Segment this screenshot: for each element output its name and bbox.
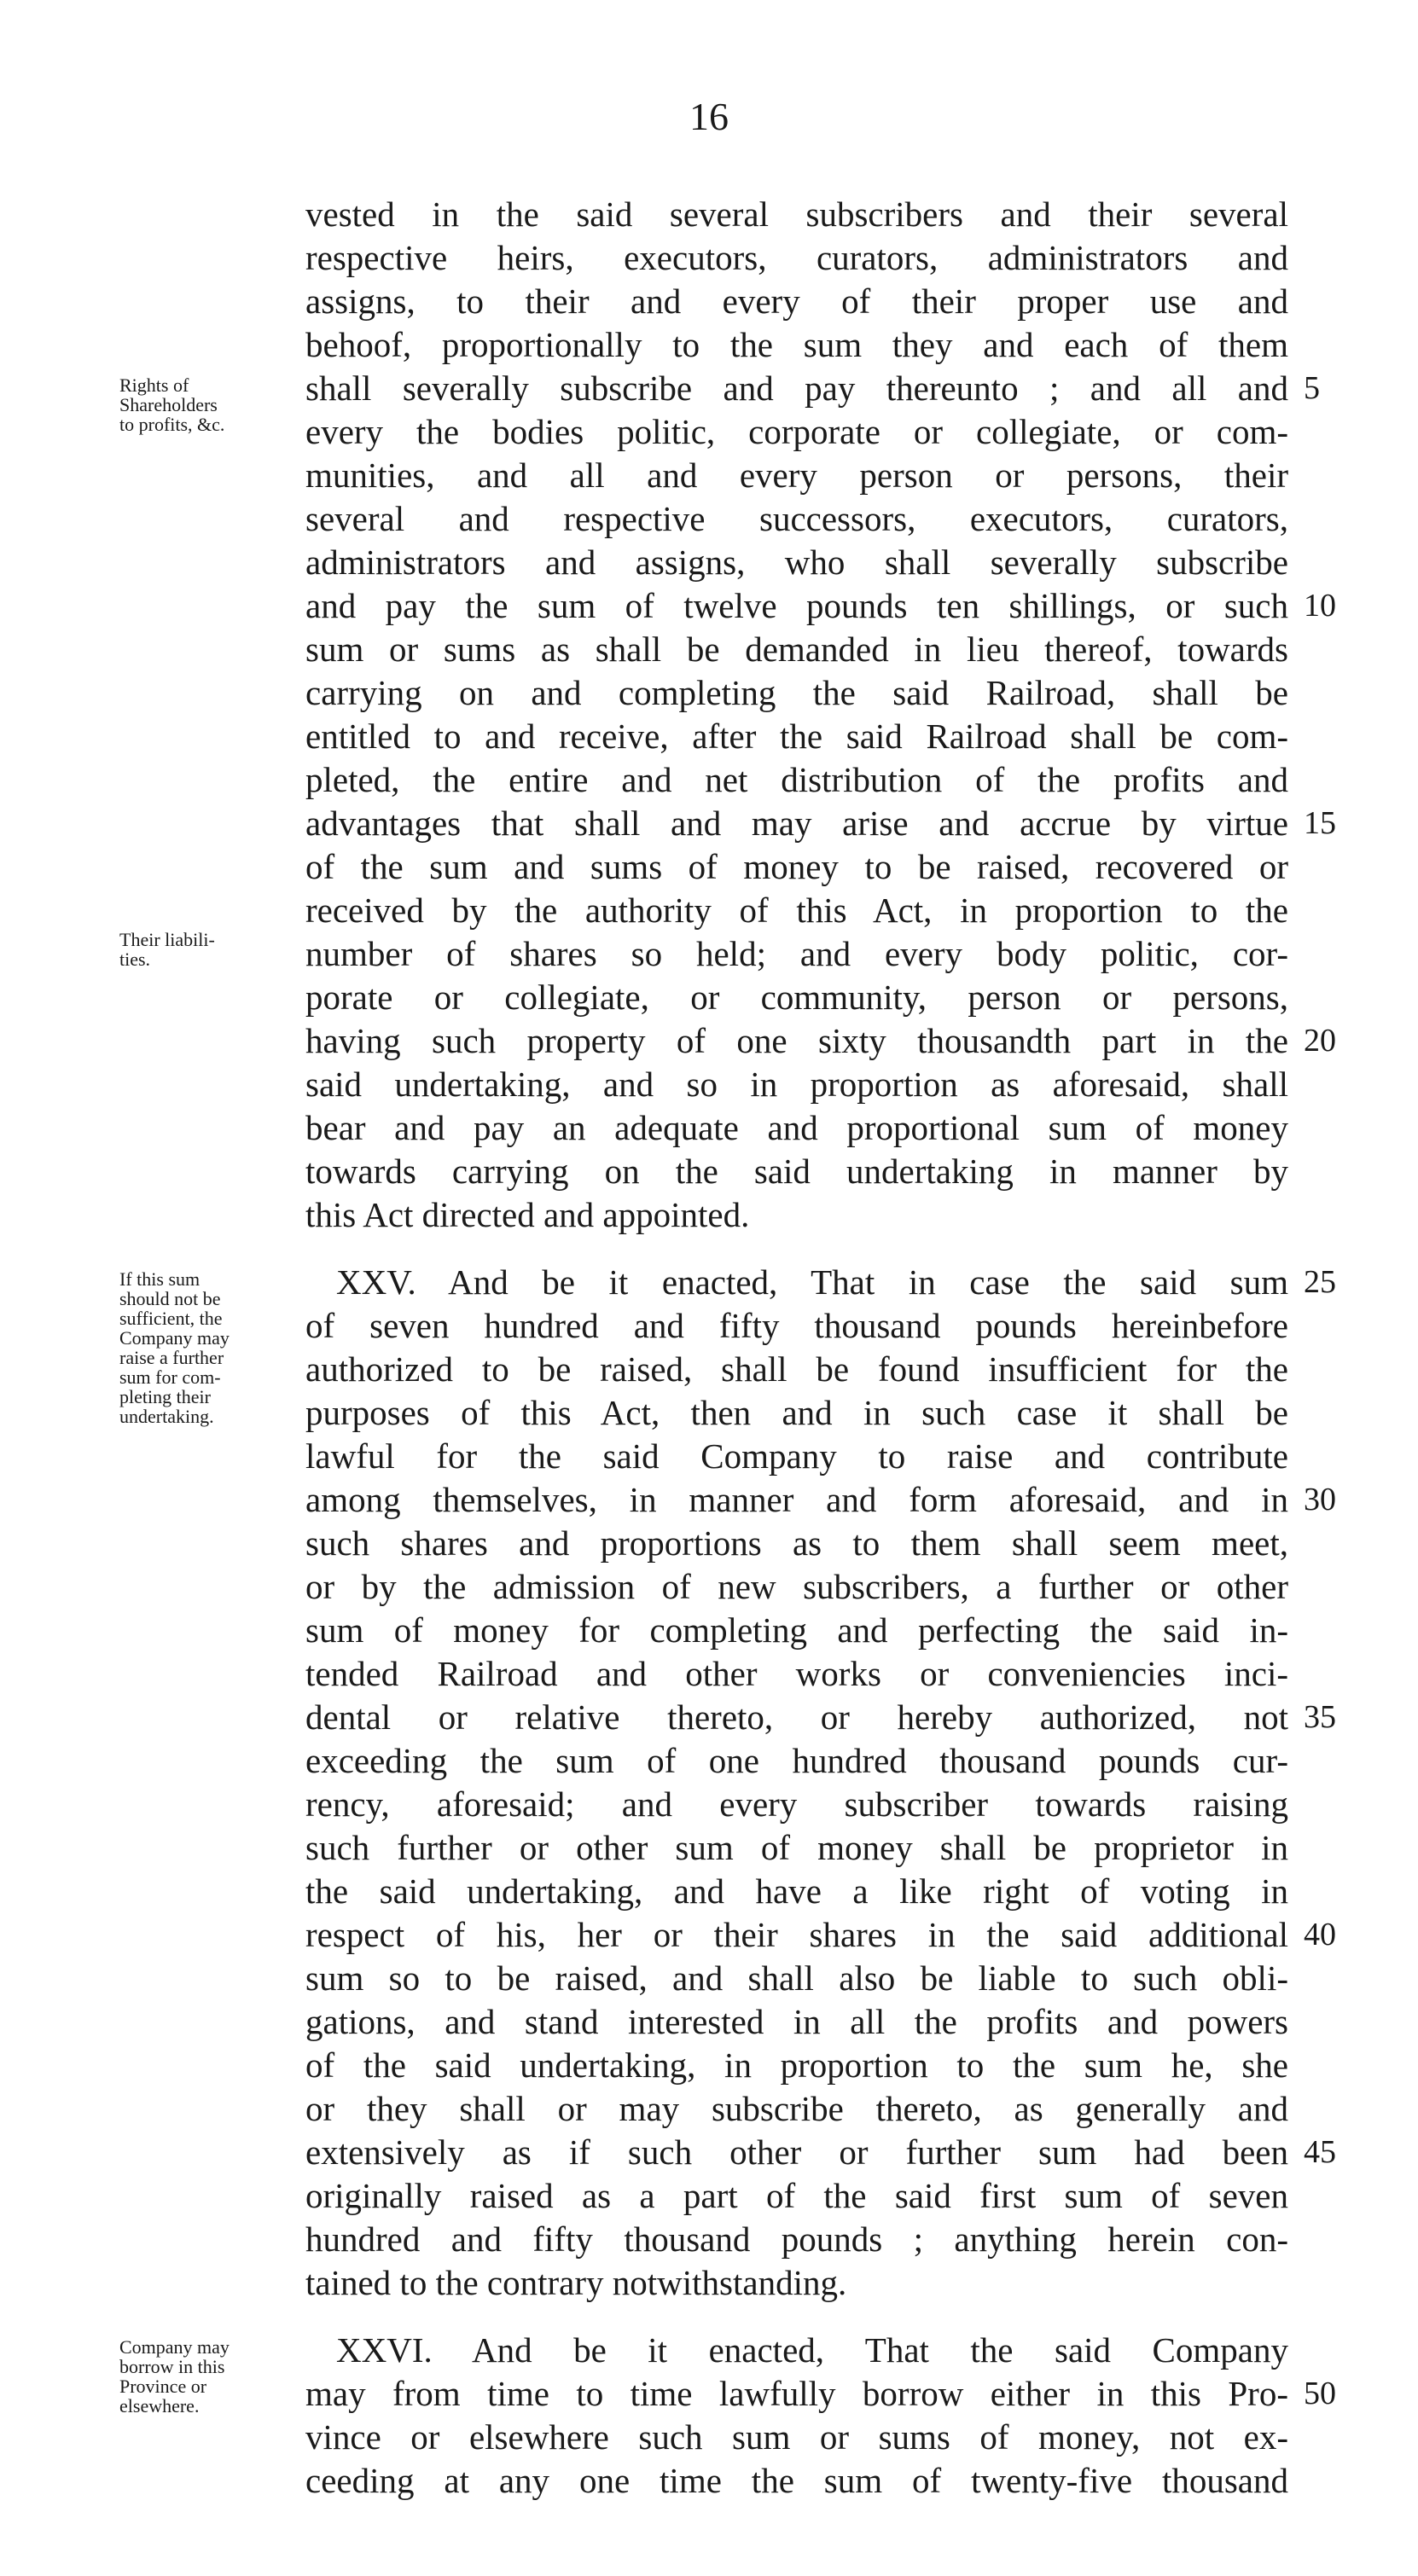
margin-note-line: to profits, &c. [119, 414, 225, 435]
text-line: sum of money for completing and perfecting the said in- [305, 1610, 1288, 1650]
text-line: tained to the contrary notwithstanding. [305, 2263, 847, 2302]
text-line: gations, and stand interested in all the profits and powers [305, 2002, 1288, 2041]
text-line: of the sum and sums of money to be raised, recovered or [305, 847, 1288, 886]
text-line: advantages that shall and may arise and accrue by virtue [305, 804, 1288, 843]
margin-note-line: undertaking. [119, 1406, 214, 1427]
text-line: carrying on and completing the said Railroad, shall be [305, 673, 1288, 712]
text-line: several and respective successors, executors, curators, [305, 499, 1288, 538]
text-line: porate or collegiate, or community, person or persons, [305, 978, 1288, 1017]
section-xxv-heading-line: XXV. And be it enacted, That in case the said sum [336, 1262, 1288, 1302]
margin-note-line: sum for com- [119, 1366, 221, 1388]
margin-note-line: Company may [119, 1327, 230, 1349]
text-line: behoof, proportionally to the sum they and each of them [305, 325, 1288, 364]
line-number: 15 [1304, 805, 1336, 841]
line-number: 50 [1304, 2376, 1336, 2411]
text-line: or by the admission of new subscribers, a further or other [305, 1567, 1288, 1606]
line-number: 45 [1304, 2134, 1336, 2170]
text-line: pleted, the entire and net distribution of the profits and [305, 760, 1288, 799]
text-line: vince or elsewhere such sum or sums of money, not ex- [305, 2417, 1288, 2457]
margin-note-borrow [119, 2337, 299, 2416]
line-number: 40 [1304, 1917, 1336, 1952]
text-line: exceeding the sum of one hundred thousand pounds cur- [305, 1741, 1288, 1780]
margin-note-line: sufficient, the [119, 1308, 223, 1329]
line-number: 10 [1304, 588, 1336, 624]
text-line: the said undertaking, and have a like right of voting in [305, 1871, 1288, 1911]
margin-note-further-sum [119, 1269, 299, 1426]
line-number: 35 [1304, 1699, 1336, 1735]
text-line: rency, aforesaid; and every subscriber towards raising [305, 1784, 1288, 1824]
margin-note-line: Province or [119, 2376, 207, 2397]
text-line: munities, and all and every person or persons, their [305, 455, 1288, 495]
line-number: 5 [1304, 370, 1320, 406]
text-line: sum so to be raised, and shall also be liable to such obli- [305, 1958, 1288, 1998]
text-line: number of shares so held; and every body politic, cor- [305, 934, 1288, 973]
text-line: sum or sums as shall be demanded in lieu thereof, towards [305, 629, 1288, 669]
margin-note-line: Company may [119, 2336, 230, 2358]
margin-note-line: borrow in this [119, 2356, 225, 2377]
margin-note-line: Their liabili- [119, 929, 215, 950]
margin-note-line: pleting their [119, 1386, 211, 1407]
text-line: extensively as if such other or further sum had been [305, 2132, 1288, 2172]
text-line: this Act directed and appointed. [305, 1195, 750, 1234]
text-line: entitled to and receive, after the said Railroad shall be com- [305, 717, 1288, 756]
margin-note-line: If this sum [119, 1268, 200, 1290]
text-line: shall severally subscribe and pay thereunto ; and all and [305, 368, 1288, 408]
text-line: purposes of this Act, then and in such case it shall be [305, 1393, 1288, 1432]
text-line: such shares and proportions as to them shall seem meet, [305, 1523, 1288, 1563]
margin-note-rights [119, 375, 299, 434]
margin-note-line: elsewhere. [119, 2395, 200, 2416]
text-line: towards carrying on the said undertaking in manner by [305, 1152, 1288, 1191]
text-line: assigns, to their and every of their proper use and [305, 281, 1288, 321]
text-line: hundred and fifty thousand pounds ; anything herein con- [305, 2219, 1288, 2259]
margin-note-line: raise a further [119, 1347, 224, 1368]
text-line: among themselves, in manner and form aforesaid, and in [305, 1480, 1288, 1519]
text-line: and pay the sum of twelve pounds ten shillings, or such [305, 586, 1288, 625]
text-line: having such property of one sixty thousandth part in the [305, 1021, 1288, 1060]
text-line: lawful for the said Company to raise and contribute [305, 1436, 1288, 1476]
text-line: originally raised as a part of the said first sum of seven [305, 2176, 1288, 2215]
line-number: 20 [1304, 1023, 1336, 1059]
text-line: bear and pay an adequate and proportional sum of money [305, 1108, 1288, 1147]
text-line: dental or relative thereto, or hereby authorized, not [305, 1697, 1288, 1737]
section-xxvi-heading-line: XXVI. And be it enacted, That the said Company [336, 2330, 1288, 2370]
page-number: 16 [689, 95, 729, 138]
text-line: authorized to be raised, shall be found insufficient for the [305, 1349, 1288, 1389]
line-number: 25 [1304, 1264, 1336, 1300]
text-line: administrators and assigns, who shall severally subscribe [305, 542, 1288, 582]
text-line: vested in the said several subscribers and their several [305, 194, 1288, 234]
text-line: or they shall or may subscribe thereto, as generally and [305, 2089, 1288, 2128]
text-line: said undertaking, and so in proportion as aforesaid, shall [305, 1065, 1288, 1104]
margin-note-liabilities [119, 930, 299, 969]
text-line: received by the authority of this Act, in proportion to the [305, 891, 1288, 930]
text-line: ceeding at any one time the sum of twenty-five thousand [305, 2461, 1288, 2500]
margin-note-line: should not be [119, 1288, 221, 1309]
margin-note-line: Rights of [119, 374, 189, 396]
margin-note-line: Shareholders [119, 394, 218, 415]
text-line: such further or other sum of money shall be proprietor in [305, 1828, 1288, 1867]
text-line: respect of his, her or their shares in the said additional [305, 1915, 1288, 1954]
margin-note-line: ties. [119, 949, 151, 970]
text-line: tended Railroad and other works or conveniencies inci- [305, 1654, 1288, 1693]
text-line: of the said undertaking, in proportion to the sum he, she [305, 2045, 1288, 2085]
text-line: respective heirs, executors, curators, administrators and [305, 238, 1288, 277]
line-number: 30 [1304, 1482, 1336, 1517]
text-line: every the bodies politic, corporate or collegiate, or com- [305, 412, 1288, 451]
text-line: may from time to time lawfully borrow either in this Pro- [305, 2374, 1288, 2413]
text-line: of seven hundred and fifty thousand pounds hereinbefore [305, 1306, 1288, 1345]
